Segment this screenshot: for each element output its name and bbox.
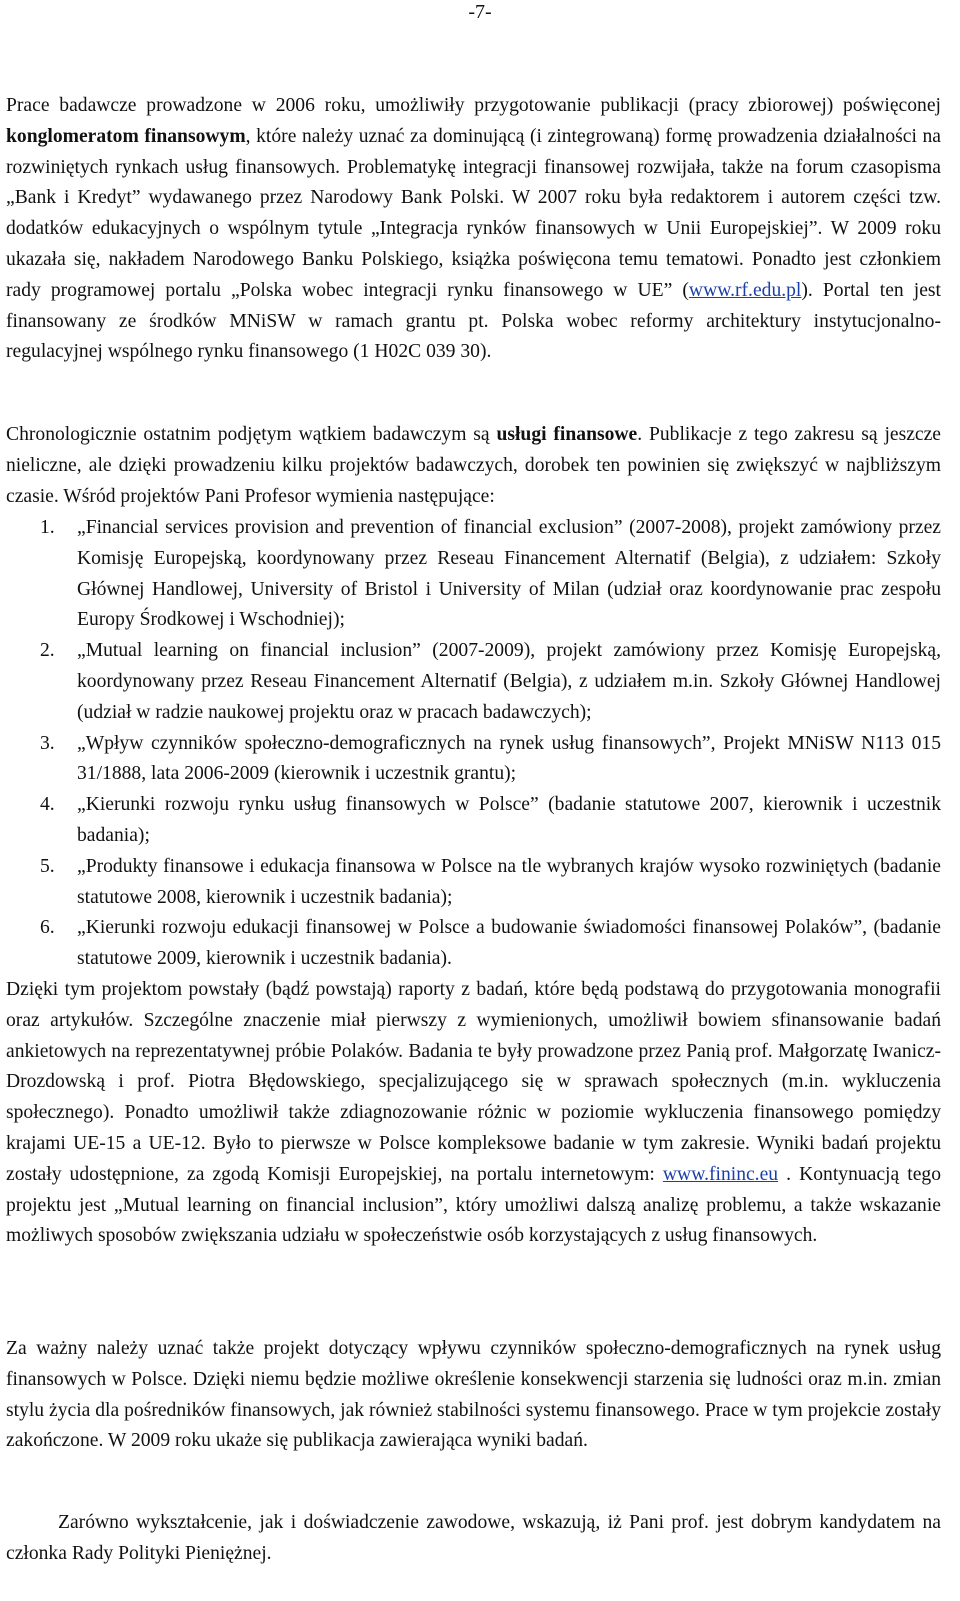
paragraph-text: Dzięki tym projektom powstały (bądź powstają) raporty z badań, które będą podstawą do przygotowania monografii oraz artykułów. Szczególne znaczenie miał pierwszy z wymienionych, umożliwił bowiem sfinansowanie badań ankietowych na reprezentatywnej próbie Polaków. Badania te były prowadzone przez Panią prof. Małgorzatę Iwanicz-Drozdowską i prof. Piotra Błędowskiego, specjalizującego się w sprawach społecznych (m.in. wykluczenia społecznego). Ponadto umożliwił także zdiagnozowanie różnic w poziomie wykluczenia finansowego pomiędzy krajami UE-15 a UE-12. Było to pierwsze w Polsce kompleksowe badanie w tym zakresie. Wyniki badań projektu zostały udostępnione, za zgodą Komisji Europejskiej, na portalu internetowym:: [6, 979, 941, 1185]
list-item: [6, 852, 941, 914]
list-item: [6, 636, 941, 728]
bold-term: konglomeratom finansowym: [6, 125, 246, 147]
paragraph-integration-research: [6, 91, 941, 368]
list-item-number: 2.: [40, 640, 55, 662]
paragraph-text: . Kontynuacją tego projektu jest „Mutual learning on financial inclusion”, który umożliwi dalszą analizę problemu, a także wskazanie możliwych sposobów zwiększania udziału w społeczeństwie osób korzystających z usług finansowych.: [6, 1163, 941, 1247]
paragraph-text: ). Portal ten jest finansowany ze środków MNiSW w ramach grantu pt. Polska wobec reformy architektury instytucjonalno-regulacyjnej wspólnego rynku finansowego (1 H02C 039 30).: [6, 279, 941, 363]
list-item-text: „Kierunki rozwoju edukacji finansowej w Polsce a budowanie świadomości finansowej Polaków”, (badanie statutowe 2009, kierownik i uczestnik badania).: [77, 917, 941, 970]
list-item-text: „Financial services provision and prevention of financial exclusion” (2007-2008), projekt zamówiony przez Komisję Europejską, koordynowany przez Reseau Financement Alternatif (Belgia), z udziałem: Szkoły Głównej Handlowej, University of Bristol i University of Milan (udział oraz koordynowanie prac zespołu Europy Środkowej i Wschodniej);: [77, 517, 941, 631]
list-item: [6, 913, 941, 975]
page-number: -7-: [468, 1, 492, 23]
fininc-link[interactable]: www.fininc.eu: [662, 1163, 779, 1185]
list-item: [6, 790, 941, 852]
list-item-text: „Wpływ czynników społeczno-demograficznych na rynek usług finansowych”, Projekt MNiSW N113 015 31/1888, lata 2006-2009 (kierownik i uczestnik grantu);: [77, 732, 941, 785]
list-item-text: „Kierunki rozwoju rynku usług finansowych w Polsce” (badanie statutowe 2007, kierownik i uczestnik badania);: [77, 794, 941, 846]
list-item-text: „Produkty finansowe i edukacja finansowa w Polsce na tle wybranych krajów wysoko rozwiniętych (badanie statutowe 2008, kierownik i uczestnik badania);: [77, 855, 941, 908]
paragraph-demographic-project: Za ważny należy uznać także projekt dotyczący wpływu czynników społeczno-demograficznych na rynek usług finansowych w Polsce. Dzięki niemu będzie możliwe określenie konsekwencji starzenia się ludności oraz m.in. zmian stylu życia dla pośredników finansowych, jak również stabilności systemu finansowego. Prace w tym projekcie zostały zakończone. W 2009 roku ukaże się publikacja zawierająca wyniki badań.: [6, 1338, 941, 1452]
paragraph-text: , które należy uznać za dominującą (i zintegrowaną) formę prowadzenia działalności na rozwiniętych rynkach usług finansowych. Problematykę integracji finansowej rozwijała, także na forum czasopisma „Bank i Kredyt” wydawanego przez Narodowy Bank Polski. W 2007 roku była redaktorem i autorem części tzw. dodatków edukacyjnych o wspólnym tytule „Integracja rynków finansowych w Unii Europejskiej”. W 2009 roku ukazała się, nakładem Narodowego Banku Polskiego, książka poświęcona temu tematowi. Ponadto jest członkiem rady programowej portalu „Polska wobec integracji rynku finansowego w UE” (: [6, 125, 941, 301]
bold-term: usługi finansowe: [496, 424, 638, 445]
list-item: [6, 729, 941, 791]
paragraph-financial-services: [6, 420, 941, 512]
list-item-number: 5.: [40, 855, 55, 877]
list-item-number: 3.: [40, 732, 55, 754]
paragraph-project-results: [6, 975, 941, 1252]
list-item-text: „Mutual learning on financial inclusion” (2007-2009), projekt zamówiony przez Komisję Europejską, koordynowany przez Reseau Financement Alternatif (Belgia), z udziałem m.in. Szkoły Głównej Handlowej (udział w radzie naukowej projektu oraz w pracach badawczych);: [77, 640, 941, 723]
paragraph-text: . Publikacje z tego zakresu są jeszcze nieliczne, ale dzięki prowadzeniu kilku projektów badawczych, dorobek ten powinien się zwiększyć w najbliższym czasie. Wśród projektów Pani Profesor wymienia następujące:: [6, 424, 942, 507]
portal-link[interactable]: www.rf.edu.pl: [688, 279, 802, 301]
projects-list: [6, 513, 941, 975]
list-item: [6, 513, 941, 636]
paragraph-conclusion: Zarówno wykształcenie, jak i doświadczenie zawodowe, wskazują, iż Pani prof. jest dobrym kandydatem na członka Rady Polityki Pieniężnej.: [6, 1512, 941, 1564]
list-item-number: 6.: [40, 917, 55, 939]
list-item-number: 1.: [40, 517, 55, 538]
paragraph-text: Chronologicznie ostatnim podjętym wątkiem badawczym są: [6, 424, 497, 445]
list-item-number: 4.: [40, 794, 55, 816]
paragraph-text: Prace badawcze prowadzone w 2006 roku, umożliwiły przygotowanie publikacji (pracy zbiorowej) poświęconej: [6, 95, 941, 116]
